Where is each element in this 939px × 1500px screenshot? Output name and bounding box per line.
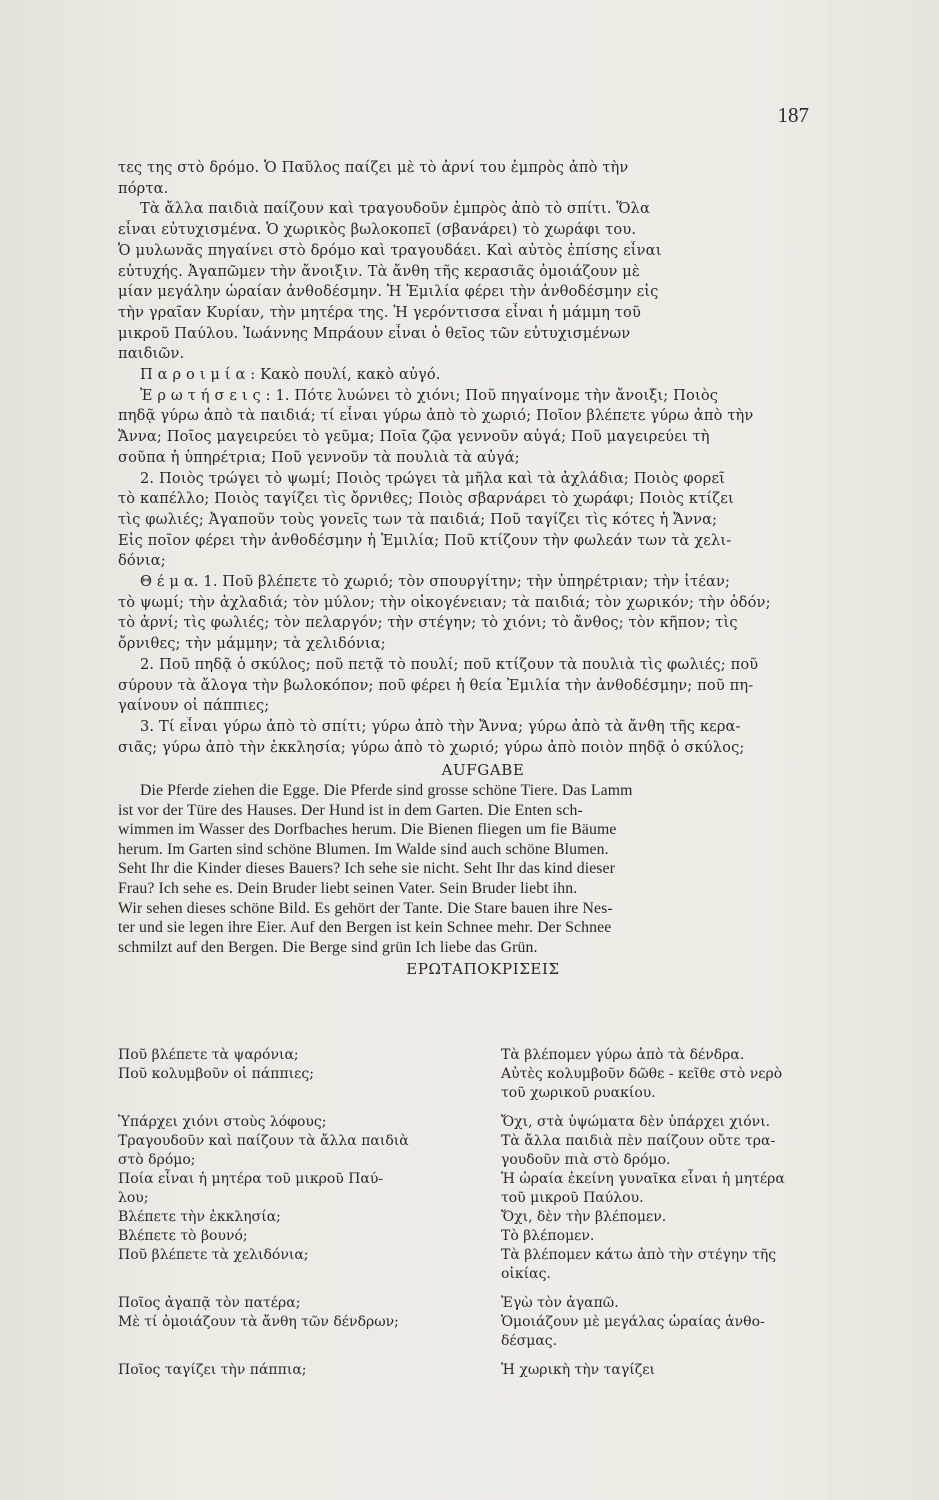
question: Ποῦ βλέπετε τὰ χελιδόνια;: [118, 1247, 309, 1263]
text-line: 2. Ποιὸς τρώγει τὸ ψωμί; Ποιὸς τρώγει τὰ μῆλα καὶ τὰ ἀχλάδια; Ποιὸς φορεῖ: [140, 469, 726, 487]
qa-row: [118, 1208, 853, 1227]
text-line: Ὁ μυλωνᾶς πηγαίνει στὸ δρόμο καὶ τραγουδάει. Καὶ αὐτὸς ἐπίσης εἶναι: [118, 241, 662, 259]
question: Ὑπάρχει χιόνι στοὺς λόφους;: [118, 1114, 327, 1130]
text-line: πηδᾷ γύρω ἀπὸ τὰ παιδιά; τί εἶναι γύρω ἀπὸ τὸ χωριό; Ποῖον βλέπετε γύρω ἀπὸ τὴν: [118, 407, 754, 425]
german-passage: [118, 781, 848, 957]
text-line: εὐτυχής. Ἀγαπῶμεν τὴν ἄνοιξιν. Τὰ ἄνθη τῆς κερασιᾶς ὁμοιάζουν μὲ: [118, 262, 640, 280]
qa-row: [118, 1113, 853, 1132]
question: Ποῦ βλέπετε τὰ ψαρόνια;: [118, 1047, 299, 1063]
greek-passage: [118, 158, 848, 758]
text-line: ter und sie legen ihre Eier. Auf den Bergen ist kein Schnee mehr. Der Schnee: [118, 919, 612, 937]
qa-section: [118, 1046, 853, 1380]
text-line: Τὰ ἄλλα παιδιὰ παίζουν καὶ τραγουδοῦν ἐμπρὸς ἀπὸ τὸ σπίτι. Ὅλα: [140, 200, 650, 218]
qa-row: [118, 1132, 853, 1151]
text-line: Frau? Ich sehe es. Dein Bruder liebt seinen Vater. Sein Bruder liebt ihn.: [118, 880, 578, 898]
answer: Ἡ ὡραία ἐκείνη γυναῖκα εἶναι ἡ μητέρα: [501, 1171, 785, 1187]
answer: Τὸ βλέπομεν.: [501, 1228, 595, 1244]
answer: δέσμας.: [501, 1333, 558, 1349]
question: [118, 1332, 493, 1351]
text-line: τὸ ἀρνί; τὶς φωλιές; τὸν πελαργόν; τὴν στέγην; τὸ χιόνι; τὸ ἄνθος; τὸν κῆπον; τὶς: [118, 614, 738, 632]
page-number: 187: [777, 103, 809, 127]
main-text: [118, 158, 848, 980]
answer: Τὰ βλέπομεν κάτω ἀπὸ τὴν στέγην τῆς: [501, 1247, 777, 1263]
qa-row: [118, 1084, 853, 1103]
answer: Ἡ χωρικὴ τὴν ταγίζει: [501, 1362, 656, 1378]
qa-row: [118, 1189, 853, 1208]
text-line: δόνια;: [118, 552, 166, 570]
text-line: πόρτα.: [118, 179, 169, 197]
answer: Ὄχι, δὲν τὴν βλέπομεν.: [501, 1209, 667, 1225]
text-line: σιᾶς; γύρω ἀπὸ τὴν ἐκκλησία; γύρω ἀπὸ τὸ χωριό; γύρω ἀπὸ ποιὸν πηδᾷ ὁ σκύλος;: [118, 738, 745, 756]
text-line: Seht Ihr die Kinder dieses Bauers? Ich sehe sie nicht. Seht Ihr das kind dieser: [118, 860, 616, 878]
text-line: παιδιῶν.: [118, 345, 185, 363]
answer: Αὐτὲς κολυμβοῦν δῶθε - κεῖθε στὸ νερὸ: [501, 1066, 783, 1082]
text-line: τὴν γραῖαν Κυρίαν, τὴν μητέρα της. Ἡ γερόντισσα εἶναι ἡ μάμμη τοῦ: [118, 303, 641, 321]
question: [118, 1265, 493, 1284]
text-line: ὄρνιθες; τὴν μάμμην; τὰ χελιδόνια;: [118, 635, 386, 653]
answer: Τὰ ἄλλα παιδιὰ πὲν παίζουν οὔτε τρα-: [501, 1133, 776, 1149]
text-line: τες της στὸ δρόμο. Ὁ Παῦλος παίζει μὲ τὸ ἀρνί του ἐμπρὸς ἀπὸ τὴν: [118, 159, 629, 176]
answer: Ἐγὼ τὸν ἀγαπῶ.: [501, 1295, 619, 1311]
text-line: Εἰς ποῖον φέρει τὴν ἀνθοδέσμην ἡ Ἐμιλία; Ποῦ κτίζουν τὴν φωλεάν των τὰ χελι-: [118, 531, 732, 549]
qa-row: [118, 1046, 853, 1065]
text-line: Ἄννα; Ποῖος μαγειρεύει τὸ γεῦμα; Ποῖα ζῷα γεννοῦν αὐγά; Ποῦ μαγειρεύει τὴ: [118, 428, 710, 446]
text-line: τὶς φωλιές; Ἀγαποῦν τοὺς γονεῖς των τὰ παιδιά; Ποῦ ταγίζει τὶς κότες ἡ Ἄννα;: [118, 510, 718, 528]
text-line: τὸ καπέλλο; Ποιὸς ταγίζει τὶς ὄρνιθες; Ποιὸς σβαρνάρει τὸ χωράφι; Ποιὸς κτίζει: [118, 490, 734, 508]
text-line: 3. Τί εἶναι γύρω ἀπὸ τὸ σπίτι; γύρω ἀπὸ τὴν Ἄννα; γύρω ἀπὸ τὰ ἄνθη τῆς κερα-: [140, 717, 741, 735]
question: Μὲ τί ὁμοιάζουν τὰ ἄνθη τῶν δένδρων;: [118, 1314, 399, 1330]
answer: Τὰ βλέπομεν γύρω ἀπὸ τὰ δένδρα.: [501, 1047, 745, 1063]
answer: τοῦ χωρικοῦ ρυακίου.: [501, 1085, 656, 1101]
qa-row: [118, 1227, 853, 1246]
qa-row: [118, 1246, 853, 1265]
question: Τραγουδοῦν καὶ παίζουν τὰ ἄλλα παιδιὰ: [118, 1133, 409, 1149]
text-line: schmilzt auf den Bergen. Die Berge sind grün Ich liebe das Grün.: [118, 938, 538, 956]
text-line: Θ έ μ α. 1. Ποῦ βλέπετε τὸ χωριό; τὸν σπουργίτην; τὴν ὑπηρέτριαν; τὴν ἰτέαν;: [140, 573, 731, 591]
qa-row: [118, 1332, 853, 1351]
qa-row: [118, 1065, 853, 1084]
text-line: μικροῦ Παύλου. Ἰωάννης Μπράουν εἶναι ὁ θεῖος τῶν εὐτυχισμένων: [118, 324, 631, 342]
text-line: Π α ρ ο ι μ ί α : Κακὸ πουλί, κακὸ αὐγό.: [140, 366, 441, 384]
text-line: ist vor der Türe des Hauses. Der Hund ist in dem Garten. Die Enten sch-: [118, 801, 583, 819]
question: [118, 1084, 493, 1103]
qa-row: [118, 1265, 853, 1284]
text-line: Die Pferde ziehen die Egge. Die Pferde sind grosse schöne Tiere. Das Lamm: [140, 782, 633, 800]
question: Βλέπετε τὸ βουνό;: [118, 1228, 248, 1244]
question: Βλέπετε τὴν ἐκκλησία;: [118, 1209, 281, 1225]
question: Ποῖος ἀγαπᾷ τὸν πατέρα;: [118, 1295, 301, 1311]
text-line: γαίνουν οἱ πάππιες;: [118, 697, 270, 715]
text-line: εἶναι εὐτυχισμένα. Ὁ χωρικὸς βωλοκοπεῖ (σβανάρει) τὸ χωράφι του.: [118, 221, 637, 239]
text-line: wimmen im Wasser des Dorfbaches herum. Die Bienen fliegen um fie Bäume: [118, 821, 617, 839]
text-line: 2. Ποῦ πηδᾷ ὁ σκύλος; ποῦ πετᾷ τὸ πουλί; ποῦ κτίζουν τὰ πουλιὰ τὶς φωλιές; ποῦ: [140, 655, 759, 673]
qa-row: [118, 1361, 853, 1380]
answer: Ὄχι, στὰ ὑψώματα δὲν ὑπάρχει χιόνι.: [501, 1114, 771, 1130]
question: λου;: [118, 1190, 149, 1206]
question: Ποῖος ταγίζει τὴν πάππια;: [118, 1362, 307, 1378]
qa-row: [118, 1313, 853, 1332]
answer: τοῦ μικροῦ Παύλου.: [501, 1190, 644, 1206]
text-line: σύρουν τὰ ἄλογα τὴν βωλοκόπον; ποῦ φέρει ἡ θεία Ἐμιλία τὴν ἀνθοδέσμην; ποῦ πη-: [118, 676, 754, 694]
text-line: Ἐ ρ ω τ ή σ ε ι ς : 1. Πότε λυώνει τὸ χιόνι; Ποῦ πηγαίνομε τὴν ἄνοιξι; Ποιὸς: [140, 386, 719, 404]
qa-row: [118, 1151, 853, 1170]
text-line: μίαν μεγάλην ὡραίαν ἀνθοδέσμην. Ἡ Ἐμιλία φέρει τὴν ἀνθοδέσμην εἰς: [118, 283, 659, 301]
text-line: Wir sehen dieses schöne Bild. Es gehört der Tante. Die Stare bauen ihre Nes-: [118, 899, 613, 917]
text-line: τὸ ψωμί; τὴν ἀχλαδιά; τὸν μύλον; τὴν οἰκογένειαν; τὰ παιδιά; τὸν χωρικόν; τὴν ὁδόν;: [118, 593, 771, 611]
text-line: σοῦπα ἡ ὑπηρέτρια; Ποῦ γεννοῦν τὰ πουλιὰ τὰ αὐγά;: [118, 448, 520, 466]
qa-row: [118, 1294, 853, 1313]
question: Ποία εἶναι ἡ μητέρα τοῦ μικροῦ Παύ-: [118, 1171, 384, 1187]
answer: Ὁμοιάζουν μὲ μεγάλας ὡραίας ἀνθο-: [501, 1314, 765, 1330]
qa-row: [118, 1170, 853, 1189]
answer: οἰκίας.: [501, 1266, 551, 1282]
answer: γουδοῦν πιὰ στὸ δρόμο.: [501, 1152, 671, 1168]
text-line: herum. Im Garten sind schöne Blumen. Im Walde sind auch schöne Blumen.: [118, 840, 609, 858]
aufgabe-heading: AUFGABE: [441, 761, 525, 780]
qa-heading: ΕΡΩΤΑΠΟΚΡΙΣΕΙΣ: [406, 960, 560, 979]
question: Ποῦ κολυμβοῦν οἱ πάππιες;: [118, 1066, 314, 1082]
question: στὸ δρόμο;: [118, 1152, 196, 1168]
